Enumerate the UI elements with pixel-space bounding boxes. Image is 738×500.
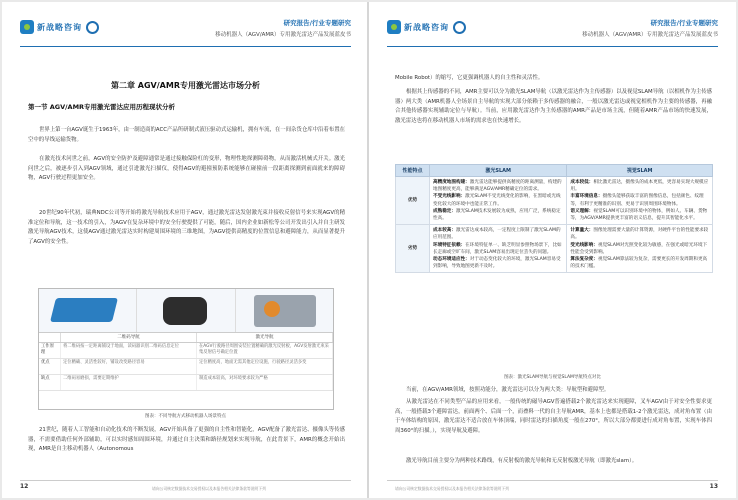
slam-comparison-table (395, 164, 713, 273)
header-title: 研究报告/行业专题研究 (650, 19, 718, 27)
page-number: 12 (20, 483, 29, 490)
paragraph: 20世纪90年代初，瑞典NDC公司等开始将激光导航技术应用于AGV，通过激光雷达发射激光束并接收反射信号来实现AGV的精准定位和导航，这一技术的引入，为AGV在复杂环境中的安全行驶提供了可能，随后，国内企业如新松等公司开发出引入并自主研发激光导航AGV技术，这使AGV通过激光雷达实时构建周围环境的三维地图，为AGV提供高精度的位置信息和避障能力，从而显著提升了AGV的安全性。 (28, 210, 345, 245)
cell-term: 受光线影响： (570, 242, 598, 248)
cell-text: 视觉SLAM对光照变化较为敏感，在强光或暗光环境下性能会受到影响。 (570, 242, 708, 255)
chapter-title: 第二章 AGV/AMR专用激光雷达市场分析 (111, 81, 260, 90)
row-label: 劣势 (396, 225, 430, 273)
robot-image-qrcode (137, 289, 235, 332)
cell-term: 计算量大： (570, 228, 594, 234)
brand-name: 新战略咨询 (37, 22, 82, 32)
paragraph: 激光导航目前主要分为两种技术路线，有反射板的激光导航和无反射板激光导航（即激光slam）。 (406, 458, 638, 464)
cell-term: 丰富环境信息： (570, 194, 603, 200)
cell-term: 算法复杂度： (570, 257, 598, 263)
page-header (20, 16, 351, 44)
table-cell-laser (430, 177, 567, 225)
left-page (2, 2, 369, 498)
paragraph: Mobile Robot）的缩写，它更强调机器人的自主性和灵活性。 (395, 75, 544, 81)
header-subtitle: 移动机器人（AGV/AMR）专用激光雷达产品发展蓝皮书 (215, 32, 351, 38)
cell-text: 视觉SLAM可以识别环境中的物体，例如人、车辆、货物等，为AGV/AMR提供更丰富的语义信息，提升其智能化水平。 (570, 208, 708, 222)
cell-term: 成熟稳定： (433, 208, 456, 214)
figure-row (39, 375, 333, 391)
table-cell-laser (430, 225, 567, 273)
logo-icon (387, 20, 401, 34)
header-divider (20, 46, 351, 47)
table-header-row (396, 165, 713, 177)
header-title: 研究报告/行业专题研究 (283, 19, 351, 27)
cell-text: 激光SLAM技术发展较为成熟，应用广泛，系统稳定性高。 (433, 208, 561, 222)
navigation-comparison-figure (38, 288, 334, 410)
paragraph: 21世纪，随着人工智能和自动化技术的不断发展，AGV开始具备了更强的自主性和智能化，AGV配备了激光雷达、摄像头等传感器，不需要借助任何外部辅助，可以实时感知周围环境，并通过自主决策和路径规划来实现导航，在此背景下，AMR的概念开始出现，AMR是自主移动机器人（Autonomous (28, 427, 345, 453)
table-cell-vision (567, 177, 713, 225)
table-cell-vision (567, 225, 713, 273)
paragraph: 当前，在AGV/AMR领域，按照功能分，激光雷达可以分为两大类：导航型和避障型。 (406, 387, 610, 393)
header-divider (387, 46, 718, 47)
paragraph: 在激光技术问世之前，AGV的安全防护及避障通常是通过接触保险杠的变形，物理性地探测障碍物，从而激活机械式开关。激光问世之后，被逐步引入到AGV领域，通过引进激光扫描仪，使得AGV的避撞预防系统能够在碰撞前一段距离探测到前面就来的障碍物，AGV行驶过程更加安全。 (28, 156, 345, 182)
robot-image-row (39, 289, 333, 333)
paragraph: 从激光雷达在不同类型产品的应用来看，一般传统的磁导AGV普遍搭载2个激光雷达来实现避障，叉车AGV由于对安全性要求更高，一般搭载3个避障雷达，前面两个、后面一个，而叠料一代的自主导航AMR，基本上也都是搭载1-2个激光雷达，成对角布置（由于车体结构的原因，激光雷达不适合放在车体顶端，同时雷达的扫描角度一般在270°，所以大部分都要进行成对角布置，实现车体四周360°的扫描。），实现导航及避障。 (395, 399, 712, 434)
cell-text: 图像处理需要大量的计算资源，对硬件平台的性能要求较高。 (570, 228, 709, 241)
column-header: 性能特点 (396, 165, 430, 177)
robot-image-magnetic (39, 289, 137, 332)
figure-cell: 定位精度高，地面无需其他定位设施，行驶路径灵活多变 (197, 359, 333, 374)
cell-text: 在环境特征单一、缺乏明显参照物场景下，比如长走廊或空旷车间，激光SLAM容易出现定位丢失的问题。 (433, 242, 562, 255)
cell-text: 激光雷达能够提供高精度的距离测量，构建的地图精度更高，能够满足AGV/AMR精确定位的需求。 (433, 180, 562, 193)
column-header: 视觉SLAM (567, 165, 713, 177)
cell-term: 动态环境适应性： (433, 257, 470, 263)
figure-cell: 将二维码按一定距离铺设于地面，读码器识别二维码信息定位 (61, 343, 197, 358)
figure-cell: 定位精确、灵活性较好，铺设改变路径容易 (61, 359, 197, 374)
footer-note: 请向公司核定数据技术交易授权以及本报告相关法律条款等说明下列 (152, 486, 266, 491)
figure-row-label: 缺点 (39, 375, 61, 390)
right-page (369, 2, 736, 498)
robot-image-laser (236, 289, 333, 332)
column-header: 激光SLAM (430, 165, 567, 177)
footer-divider (387, 480, 718, 481)
table-row (396, 225, 713, 273)
figure-caption: 图表：不同导航方式移动机器人场景特点 (145, 414, 226, 419)
header-subtitle: 移动机器人（AGV/AMR）专用激光雷达产品发展蓝皮书 (582, 32, 718, 38)
cell-term: 不受光线影响： (433, 194, 466, 200)
paragraph: 根据其上传感器的不同，AMR主要可以分为激光SLAM导航（以激光雷达作为主传感器）以及视觉SLAM导航（以相机作为主传感器）两大类（AMR机器人全场景自主导航的实现大部分依赖于多传感器的融合，一般以激光雷达或视觉相机作为主要的传感器，再融合其他传感器实现辅助定位与导航）。当前，应用激光雷达作为主传感器的AMR产品是市场主流，但随着AMR产品市场的快速发展，激光雷达也将在移动机器人市场的需求也在快速增长。 (395, 89, 713, 124)
cell-term: 环境特征依赖： (433, 242, 466, 248)
figure-col-laser: 激光导航 (197, 333, 333, 342)
cell-text: 摄像头能够获取丰富的图像信息，包括颜色、纹理等，有利于更精准的识别、更易于识别周围环境物体。 (570, 194, 704, 207)
figure-header-row (39, 333, 333, 343)
cell-term: 成本较高： (433, 228, 456, 234)
figure-cell: 制造成本较高，对环境要求较为严格 (197, 375, 333, 390)
table-caption: 图表：激光SLAM导航与视觉SLAM导航特点对比 (504, 375, 601, 380)
figure-row-label: 工作原理 (39, 343, 61, 358)
section-title: 第一节 AGV/AMR专用激光雷达应用历程现状分析 (28, 103, 176, 111)
brand-name: 新战略咨询 (404, 22, 449, 32)
cell-text: 激光雷达成本较高，一定程度上限制了激光SLAM的应用范围。 (433, 228, 561, 241)
seal-icon (453, 21, 466, 34)
figure-row-label: 优点 (39, 359, 61, 374)
figure-col-qrcode: 二维码导航 (61, 333, 197, 342)
brand-logo (20, 20, 99, 34)
footer-note: 请向公司核定数据技术交易授权以及本报告相关法律条款等说明下列 (395, 486, 509, 491)
cell-term: 成本较低： (570, 180, 594, 185)
cell-term: 高精度地图构建： (433, 180, 470, 185)
row-label: 优势 (396, 177, 430, 225)
cell-text: 对于动态变化较大的环境，激光SLAM容易受到影响，导致地图更新不及时。 (433, 257, 561, 270)
figure-cell: 二维码易磨损，需要定期维护 (61, 375, 197, 390)
paragraph: 世界上第一台AGV诞生于1963年，由一制造商的ACC产品所研制式液压驱动式运输机，拥有车流，在一间杂货仓库中沿着布置在空中的导线运输货物。 (28, 127, 345, 143)
brand-logo (387, 20, 466, 34)
seal-icon (86, 21, 99, 34)
cell-text: 激光SLAM不受光线变化的影响，在黑暗或光线变化较大的环境中也能正常工作。 (433, 194, 561, 207)
table-row (396, 177, 713, 225)
cell-text: 相比激光雷达，摄像头的成本更低，更容易实现大规模应用。 (570, 180, 709, 193)
cell-term: 语义理解： (570, 208, 594, 214)
figure-col-blank (39, 333, 61, 342)
logo-icon (20, 20, 34, 34)
page-number: 13 (709, 483, 718, 490)
cell-text: 视觉SLAM算法较为复杂，需要更长的开发周期和更高的技术门槛。 (570, 257, 708, 270)
page-header (387, 16, 718, 44)
footer-divider (20, 480, 351, 481)
figure-cell: 在AGV行驶路径周围安装位置精确的激光反射板，AGV发射激光束采集反射信号确定位置 (197, 343, 333, 358)
figure-row (39, 343, 333, 359)
figure-row (39, 359, 333, 375)
